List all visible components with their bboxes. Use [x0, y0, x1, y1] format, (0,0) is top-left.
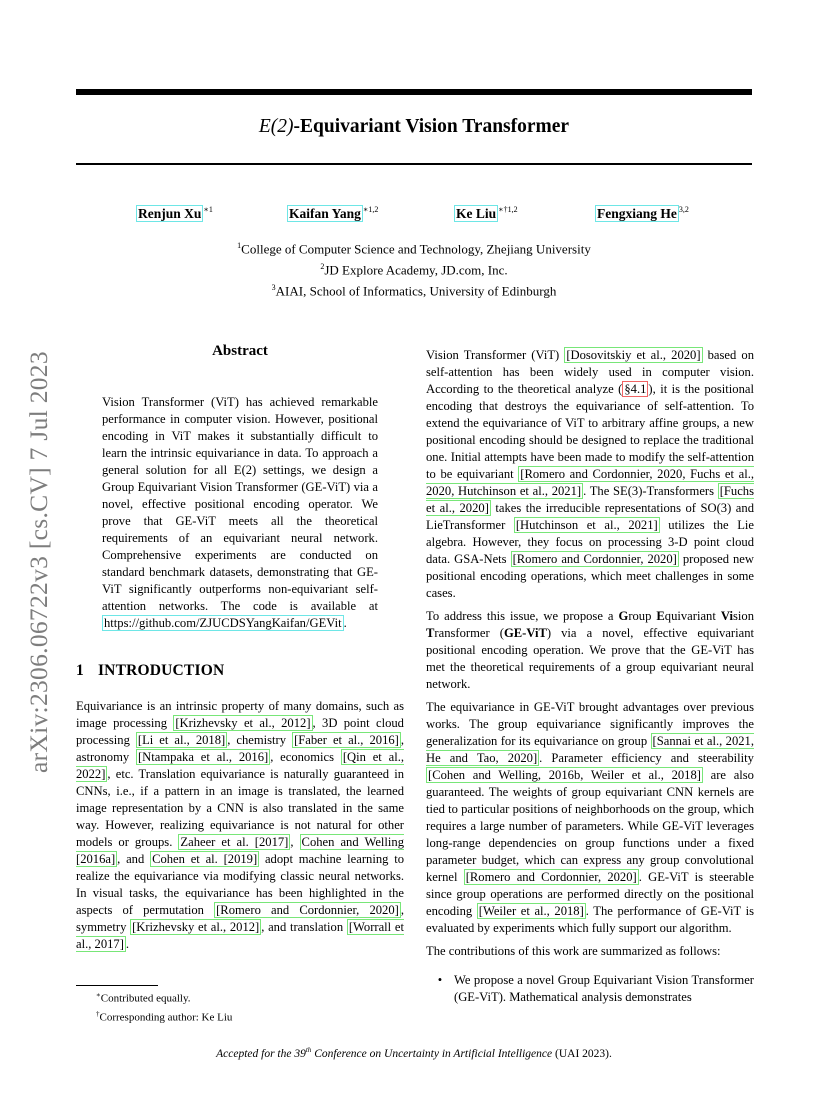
bold-text: T	[426, 626, 435, 640]
footnote-mark: †	[96, 1010, 100, 1019]
footer-tail: (UAI 2023).	[552, 1047, 612, 1060]
citation-link[interactable]: [Li et al., 2018]	[137, 733, 226, 747]
abstract-end: .	[343, 616, 347, 630]
paper-title	[76, 116, 752, 138]
bullet-icon: •	[437, 973, 443, 987]
affiliation-text: College of Computer Science and Technology, Zhejiang University	[241, 241, 591, 257]
section-ref-link[interactable]: §4.1	[624, 382, 647, 396]
section-heading	[76, 662, 404, 680]
author-marks: 3,2	[678, 205, 689, 214]
bold-text: GE-ViT	[503, 626, 547, 640]
abstract-body	[102, 394, 378, 632]
abstract-text: Vision Transformer (ViT) has achieved remarkable performance in computer vision. However, positional encoding in ViT makes it substantially difficult to learn the intrinsic equivariance in data. To approach a general solution for all E(2) settings, we design a Group Equivariant Vision Transformer (GE-ViT) via a novel, effective positional encoding operator. We prove that GE-ViT meets all the theoretical requirements of an equivariant neural network. Comprehensive experiments are conducted on standard benchmark datasets, demonstrating that GE-ViT significantly outperforms non-equivariant self-attention networks. The code is available at	[102, 395, 378, 613]
citation-link[interactable]: [Hutchinson et al., 2021]	[515, 518, 658, 532]
affiliation-2	[76, 258, 752, 279]
author-marks: ∗1,2	[362, 205, 379, 214]
citation-link[interactable]: [Fuchs et al., 2020]	[426, 484, 755, 515]
venue-footer	[76, 1046, 752, 1060]
footnotes	[96, 988, 232, 1026]
citation-link[interactable]: [Ntampaka et al., 2016]	[137, 750, 269, 764]
citation-link[interactable]: [Krizhevsky et al., 2012]	[175, 716, 311, 730]
footnote-2	[96, 1007, 232, 1026]
footer-sup: th	[305, 1046, 312, 1054]
footnote-rule	[76, 985, 158, 986]
citation-link[interactable]: [Faber et al., 2016]	[294, 733, 399, 747]
affiliation-mark: 1	[237, 241, 242, 250]
vit-paragraph: Vision Transformer (ViT) [Dosovitskiy et al., 2020] based on self-attention has been widely used in computer vision. According to the theoretical analyze ( §4.1 ), it is the positional encoding that destroys the equivariance of self-attention. To extend the equivariance of ViT to arbitrary affine groups, a new positional encoding should be designed to replace the traditional one. Initial attempts have been made to modify the self-attention to be equivariant [Romero and Cordonnier, 2020, Fuchs et al., 2020, Hutchinson et al., 2021] . The SE(3)-Transformers [Fuchs et al., 2020] takes the irreducible representations of SO(3) and LieTransformer [Hutchinson et al., 2021] utilizes the Lie algebra. However, they focus on processing 3-D point cloud data. GSA-Nets [Romero and Cordonnier, 2020] proposed new positional encoding operations, which meet challenges in some cases.	[426, 348, 755, 600]
footnote-text: Contributed equally.	[100, 992, 191, 1005]
abstract-heading: Abstract	[212, 343, 268, 359]
citation-link[interactable]: [Sannai et al., 2021, He and Tao, 2020]	[426, 734, 754, 765]
contributions-intro: The contributions of this work are summarized as follows:	[426, 944, 721, 958]
title-rest: -Equivariant Vision Transformer	[293, 116, 570, 137]
citation-link[interactable]: [Cohen and Welling, 2016b, Weiler et al., 2018]	[428, 768, 701, 782]
affiliation-text: JD Explore Academy, JD.com, Inc.	[324, 262, 508, 278]
author-name[interactable]: Renjun Xu	[138, 205, 202, 221]
citation-link[interactable]: [Worrall et al., 2017]	[76, 920, 404, 951]
section-title: INTRODUCTION	[97, 662, 225, 679]
author-1[interactable]	[136, 205, 213, 222]
bold-text: E	[656, 609, 665, 623]
citation-link[interactable]: Cohen and Welling [2016a]	[76, 835, 405, 866]
footer-venue	[216, 1048, 552, 1060]
author-2[interactable]	[287, 205, 378, 222]
title-math: E(2)	[258, 116, 294, 137]
footer-post: Conference on Uncertainty in Artificial Intelligence	[311, 1047, 553, 1060]
title-top-rule	[76, 89, 752, 95]
footnote-text: Corresponding author: Ke Liu	[99, 1011, 233, 1024]
arxiv-stamp: arXiv:2306.06722v3 [cs.CV] 7 Jul 2023	[24, 351, 53, 773]
citation-link[interactable]: [Krizhevsky et al., 2012]	[132, 920, 260, 934]
bold-text: Vi	[720, 609, 733, 623]
footnote-1	[96, 988, 232, 1007]
right-column	[426, 347, 754, 1006]
citation-link[interactable]: [Romero and Cordonnier, 2020, Fuchs et al., 2020, Hutchinson et al., 2021]	[426, 467, 754, 498]
title-bottom-rule	[76, 163, 752, 165]
author-name[interactable]: Fengxiang He	[597, 205, 677, 221]
footnote-mark: ∗	[96, 991, 101, 999]
citation-link[interactable]: [Romero and Cordonnier, 2020]	[465, 870, 637, 884]
citation-link[interactable]: [Dosovitskiy et al., 2020]	[566, 348, 701, 362]
author-marks: ∗†1,2	[498, 205, 518, 214]
intro-paragraph: Equivariance is an intrinsic property of many domains, such as image processing [Krizhevsky et al., 2012] , 3D point cloud processing [Li et al., 2018] , chemistry [Faber et al., 2016] , astronomy [Ntampaka et al., 2016] , economics [Qin et al., 2022] , etc. Translation equivariance is naturally guaranteed in CNNs, i.e., if a pattern in an image is translated, the learned image representation by a CNN is also translated in the same way. However, realizing equivariance is not natural for other models or groups. Zaheer et al. [2017] , Cohen and Welling [2016a] , and Cohen et al. [2019] adopt machine learning to realize the equivariance via modifying classic neural networks. In visual tasks, the equivariance has been highlighted in the aspects of permutation [Romero and Cordonnier, 2020] , symmetry [Krizhevsky et al., 2012] , and translation [Worrall et al., 2017] .	[76, 699, 405, 951]
affiliation-text: AIAI, School of Informatics, University of Edinburgh	[275, 282, 557, 298]
author-4[interactable]	[595, 205, 689, 222]
author-3[interactable]	[454, 205, 518, 222]
contribution-item	[426, 972, 754, 1006]
proposal-paragraph: To address this issue, we propose a Group Equivariant Vision Transformer (GE-ViT) via a novel, effective equivariant positional encoding operation. We prove that the GE-ViT has met the theoretical requirements of a group equivariant neural network.	[426, 609, 755, 691]
bold-text: G	[618, 609, 629, 623]
affiliation-1	[76, 237, 752, 258]
citation-link[interactable]: Cohen et al. [2019]	[152, 852, 258, 866]
citation-link[interactable]: Zaheer et al. [2017]	[180, 835, 289, 849]
affiliation-mark: 3	[271, 282, 276, 292]
author-marks: ∗1	[203, 205, 213, 214]
footer-pre: Accepted for the 39	[216, 1047, 306, 1060]
code-link[interactable]: https://github.com/ZJUCDSYangKaifan/GEVit	[104, 616, 342, 630]
affiliations	[76, 237, 752, 299]
affiliation-3	[76, 279, 752, 300]
left-column	[76, 343, 404, 953]
author-list	[76, 205, 752, 225]
author-name[interactable]: Kaifan Yang	[289, 205, 361, 221]
advantages-paragraph: The equivariance in GE-ViT brought advantages over previous works. The group equivariance significantly improves the generalization for its equivariance on group [Sannai et al., 2021, He and Tao, 2020] . Parameter efficiency and steerability [Cohen and Welling, 2016b, Weiler et al., 2018] are also guaranteed. The weights of group equivariant CNN kernels are tied to particular positions of neighborhoods on the group, which requires a large number of parameters. While GE-ViT leverages long-range dependencies on group functions under a fixed parameter budget, which can express any group convolutional kernel [Romero and Cordonnier, 2020] . GE-ViT is steerable since group operations are performed directly on the positional encoding [Weiler et al., 2018] . The performance of GE-ViT is evaluated by experiments which fully support our algorithm.	[426, 700, 755, 935]
author-name[interactable]: Ke Liu	[456, 205, 497, 221]
contribution-text: We propose a novel Group Equivariant Vision Transformer (GE-ViT). Mathematical analysis demonstrates	[454, 973, 754, 1004]
citation-link[interactable]: [Romero and Cordonnier, 2020]	[216, 903, 399, 917]
affiliation-mark: 2	[320, 261, 325, 271]
citation-link[interactable]: [Weiler et al., 2018]	[478, 904, 584, 918]
citation-link[interactable]: [Romero and Cordonnier, 2020]	[512, 552, 677, 566]
section-number: 1	[76, 662, 84, 679]
citation-link[interactable]: [Qin et al., 2022]	[76, 750, 404, 781]
